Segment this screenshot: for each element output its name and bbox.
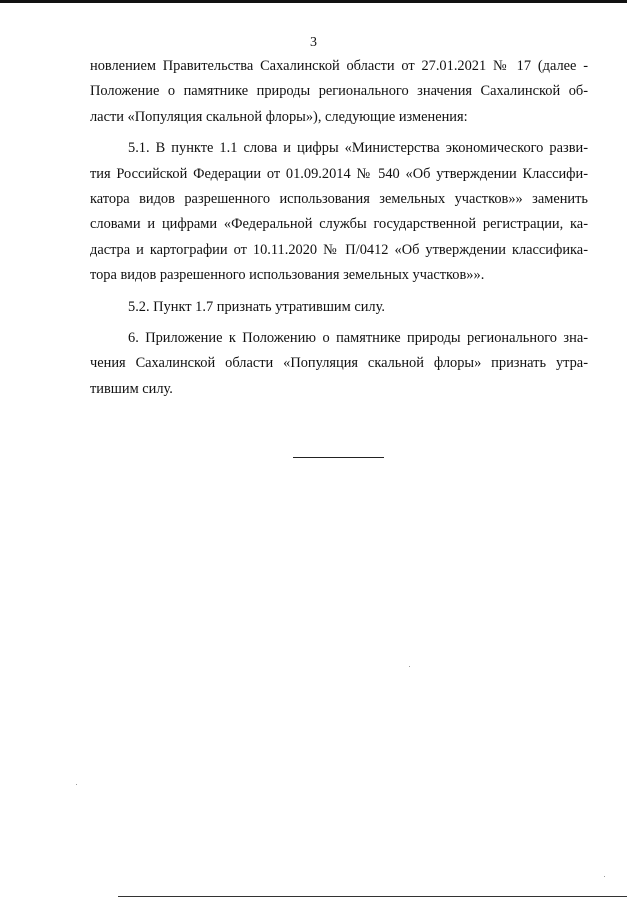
text-line: 6. Приложение к Положению о памятнике природы регионального зна-: [128, 329, 588, 346]
text-line: новлением Правительства Сахалинской области от 27.01.2021 № 17 (далее -: [90, 58, 588, 74]
text-line: дастра и картографии от 10.11.2020 № П/0412 «Об утверждении классифика-: [90, 241, 588, 258]
page-number: 3: [310, 35, 317, 50]
document-body: [90, 54, 588, 402]
text-line: тора видов разрешенного использования земельных участков»».: [90, 267, 485, 284]
text-line: Положение о памятнике природы регионального значения Сахалинской об-: [90, 83, 588, 100]
text-line: чения Сахалинской области «Популяция скальной флоры» признать утра-: [90, 355, 588, 372]
scan-speck: [76, 784, 77, 785]
scan-speck: [604, 876, 605, 877]
scan-speck: [409, 666, 410, 667]
text-line: катора видов разрешенного использования земельных участков»» заменить: [90, 190, 588, 207]
text-line: словами и цифрами «Федеральной службы государственной регистрации, ка-: [90, 216, 588, 233]
end-of-text-divider: [293, 457, 384, 458]
text-line: 5.2. Пункт 1.7 признать утратившим силу.: [128, 298, 385, 315]
text-line: тия Российской Федерации от 01.09.2014 № 540 «Об утверждении Классифи-: [90, 165, 588, 182]
top-scan-edge: [0, 0, 627, 3]
text-line: тившим силу.: [90, 380, 173, 397]
bottom-scan-edge: [118, 896, 627, 897]
text-line: ласти «Популяция скальной флоры»), следующие изменения:: [90, 108, 468, 125]
text-line: 5.1. В пункте 1.1 слова и цифры «Министерства экономического разви-: [128, 140, 588, 157]
